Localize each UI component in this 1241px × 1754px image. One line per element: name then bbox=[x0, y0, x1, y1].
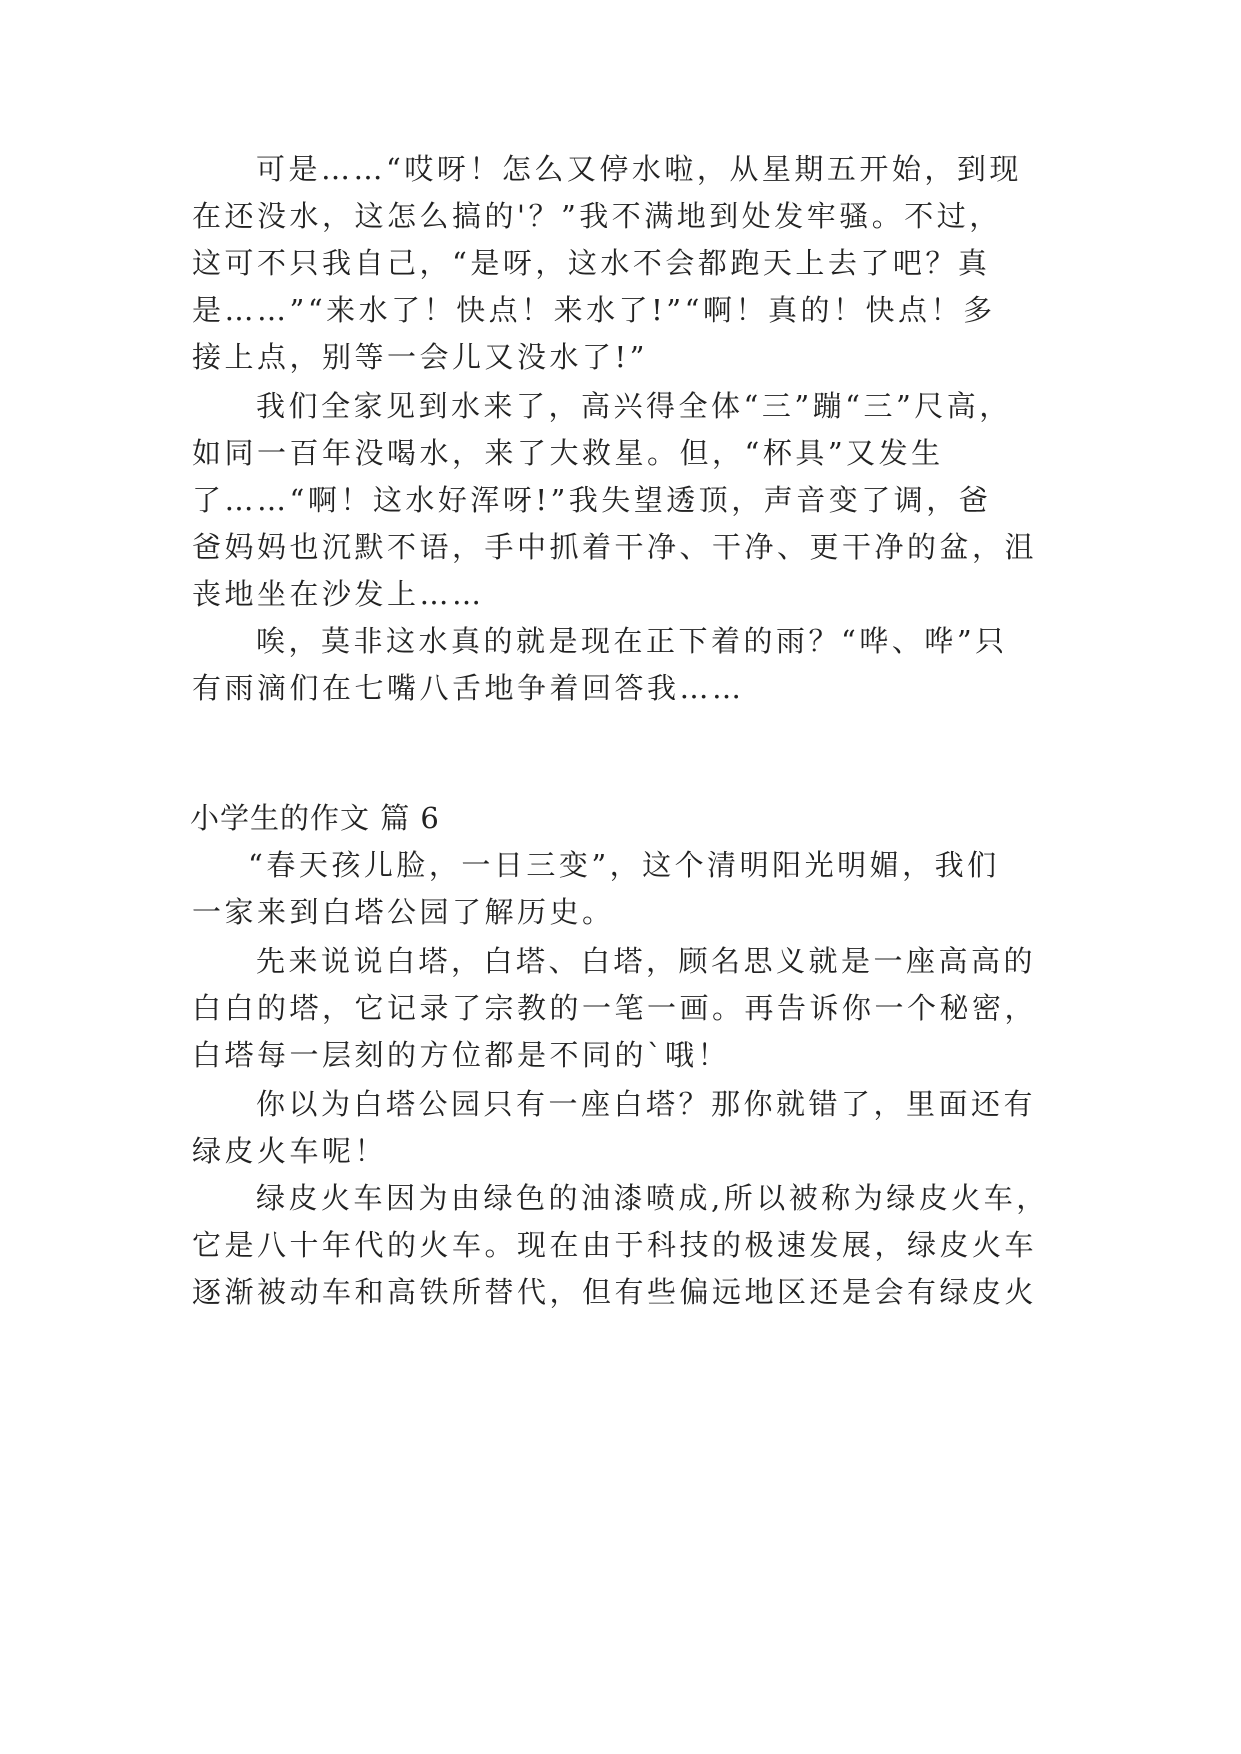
paragraph-line: 唉，莫非这水真的就是现在正下着的雨？“哗、哗”只 bbox=[256, 624, 1008, 658]
paragraph-line: “春天孩儿脸，一日三变”，这个清明阳光明媚，我们 bbox=[248, 848, 1000, 882]
paragraph-line: 接上点，别等一会儿又没水了!” bbox=[192, 340, 648, 374]
paragraph-line: 它是八十年代的火车。现在由于科技的极速发展，绿皮火车 bbox=[192, 1228, 1038, 1262]
paragraph-line: 是……”“来水了！快点！来水了!”“啊！真的！快点！多 bbox=[192, 293, 996, 327]
paragraph-line: 白塔每一层刻的方位都是不同的`哦！ bbox=[192, 1038, 731, 1072]
paragraph-line: 先来说说白塔，白塔、白塔，顾名思义就是一座高高的 bbox=[256, 944, 1037, 978]
paragraph-line: 如同一百年没喝水，来了大救星。但，“杯具”又发生 bbox=[192, 436, 944, 470]
paragraph-line: 可是……“哎呀！怎么又停水啦，从星期五开始，到现 bbox=[256, 152, 1022, 186]
paragraph-line: 一家来到白塔公园了解历史。 bbox=[192, 895, 615, 929]
section-heading: 小学生的作文 篇 6 bbox=[190, 801, 440, 835]
paragraph-line: 有雨滴们在七嘴八舌地争着回答我…… bbox=[192, 671, 745, 705]
paragraph-line: 爸妈妈也沉默不语，手中抓着干净、干净、更干净的盆，沮 bbox=[192, 530, 1038, 564]
paragraph-line: 在还没水，这怎么搞的'？”我不满地到处发牢骚。不过， bbox=[192, 199, 1002, 233]
paragraph-line: 我们全家见到水来了，高兴得全体“三”蹦“三”尺高， bbox=[256, 389, 1012, 423]
paragraph-line: 逐渐被动车和高铁所替代，但有些偏远地区还是会有绿皮火 bbox=[192, 1275, 1038, 1309]
paragraph-line: 绿皮火车呢！ bbox=[192, 1134, 388, 1168]
paragraph-line: 这可不只我自己，“是呀，这水不会都跑天上去了吧？真 bbox=[192, 246, 991, 280]
paragraph-line: 你以为白塔公园只有一座白塔？那你就错了，里面还有 bbox=[256, 1087, 1037, 1121]
paragraph-line: 丧地坐在沙发上…… bbox=[192, 577, 485, 611]
paragraph-line: 绿皮火车因为由绿色的油漆喷成,所以被称为绿皮火车， bbox=[256, 1181, 1049, 1215]
paragraph-line: 白白的塔，它记录了宗教的一笔一画。再告诉你一个秘密， bbox=[192, 991, 1038, 1025]
paragraph-line: 了……“啊！这水好浑呀!”我失望透顶，声音变了调，爸 bbox=[192, 483, 992, 517]
